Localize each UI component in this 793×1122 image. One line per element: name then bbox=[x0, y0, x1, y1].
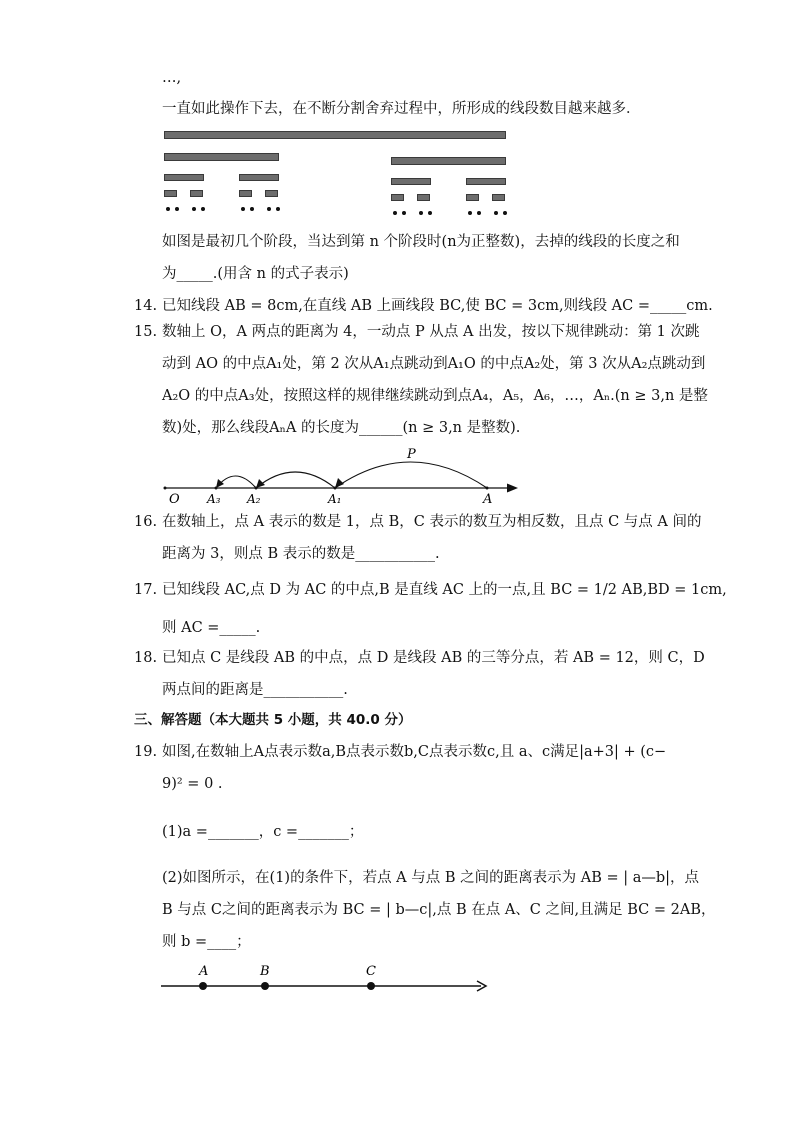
question-number: 14. bbox=[134, 298, 158, 314]
point-a bbox=[199, 982, 207, 990]
ellipsis-dot bbox=[276, 207, 280, 211]
label-a1: A₁ bbox=[328, 492, 342, 506]
q19-part-2-line-2: B 与点 C之间的距离表示为 BC = | b—c|,点 B 在点 A、C 之间,且满足 BC = 2AB， bbox=[162, 902, 716, 918]
q18-line-2: 两点间的距离是___________. bbox=[162, 682, 348, 698]
segment-stage-1-right bbox=[391, 157, 506, 165]
segment-stage-3 bbox=[265, 190, 278, 197]
q19-part-2-line-3: 则 b =____； bbox=[162, 934, 251, 950]
question-number: 16. bbox=[134, 514, 158, 530]
ellipsis-dot bbox=[503, 211, 507, 215]
q15-number-line-figure bbox=[155, 442, 535, 512]
jump-arc-1 bbox=[335, 462, 487, 488]
ellipsis-dot bbox=[250, 207, 254, 211]
segment-stage-2 bbox=[239, 174, 279, 181]
ellipsis-dot bbox=[494, 211, 498, 215]
ellipsis-dot bbox=[175, 207, 179, 211]
axis-arrow-icon bbox=[507, 484, 518, 493]
q15-line-1: 数轴上 O，A 两点的距离为 4，一动点 P 从点 A 出发，按以下规律跳动：第 1 次跳 bbox=[162, 324, 700, 340]
segment-stage-0 bbox=[164, 131, 506, 139]
label-a: A bbox=[483, 492, 493, 507]
label-a3: A₃ bbox=[207, 492, 221, 506]
point-o bbox=[164, 487, 167, 490]
q14-text: 已知线段 AB = 8cm,在直线 AB 上画线段 BC,使 BC = 3cm,则线段 AC =_____cm. bbox=[162, 298, 713, 314]
q18-line-1: 已知点 C 是线段 AB 的中点，点 D 是线段 AB 的三等分点，若 AB = 12，则 C，D bbox=[162, 650, 705, 666]
segment-stage-3 bbox=[391, 194, 404, 201]
q19-number-line-figure bbox=[155, 958, 500, 998]
question-number: 18. bbox=[134, 650, 158, 666]
section-title: 三、解答题（本大题共 5 小题，共 40.0 分） bbox=[134, 712, 412, 728]
ellipsis-dot bbox=[192, 207, 196, 211]
ellipsis-dot bbox=[402, 211, 406, 215]
segment-stage-3 bbox=[239, 190, 252, 197]
intro-ellipsis: …, bbox=[162, 70, 182, 86]
segment-stage-3 bbox=[164, 190, 177, 197]
ellipsis-dot bbox=[241, 207, 245, 211]
ellipsis-dot bbox=[166, 207, 170, 211]
segment-stage-2 bbox=[466, 178, 506, 185]
segment-stage-3 bbox=[466, 194, 479, 201]
ellipsis-dot bbox=[267, 207, 271, 211]
question-number: 15. bbox=[134, 324, 158, 340]
q15-line-4: 数)处，那么线段AₙA 的长度为______(n ≥ 3,n 是整数). bbox=[162, 420, 521, 436]
q17-line-1: 已知线段 AC,点 D 为 AC 的中点,B 是直线 AC 上的一点,且 BC = 1/2 AB,BD = 1cm, bbox=[162, 582, 727, 598]
q19-part-2-line-1: (2)如图所示，在(1)的条件下，若点 A 与点 B 之间的距离表示为 AB = | a—b|，点 bbox=[162, 870, 700, 886]
segment-stage-3 bbox=[492, 194, 505, 201]
q16-line-2: 距离为 3，则点 B 表示的数是___________. bbox=[162, 546, 440, 562]
q16-line-1: 在数轴上，点 A 表示的数是 1，点 B，C 表示的数互为相反数，且点 C 与点 A 间的 bbox=[162, 514, 702, 530]
ellipsis-dot bbox=[468, 211, 472, 215]
jump-arc-2 bbox=[256, 472, 335, 488]
q19-line-2: 9)² = 0 . bbox=[162, 776, 223, 792]
label-a2: A₂ bbox=[247, 492, 261, 506]
ellipsis-dot bbox=[393, 211, 397, 215]
segment-stage-3 bbox=[417, 194, 430, 201]
point-a2 bbox=[255, 487, 258, 490]
point-b bbox=[261, 982, 269, 990]
q17-line-2: 则 AC =_____. bbox=[162, 620, 261, 636]
point-a1 bbox=[334, 487, 337, 490]
jump-arrow-icon bbox=[335, 478, 344, 488]
ellipsis-dot bbox=[419, 211, 423, 215]
ellipsis-dot bbox=[201, 207, 205, 211]
segment-stage-2 bbox=[164, 174, 204, 181]
segment-stage-3 bbox=[190, 190, 203, 197]
ellipsis-dot bbox=[477, 211, 481, 215]
q19-line-1: 如图,在数轴上A点表示数a,B点表示数b,C点表示数c,且 a、c满足|a+3| + (c− bbox=[162, 744, 667, 760]
jump-arc-3 bbox=[216, 476, 256, 488]
label-a: A bbox=[199, 964, 209, 979]
label-b: B bbox=[260, 964, 270, 979]
point-a3 bbox=[215, 487, 218, 490]
jump-arrow-icon bbox=[256, 479, 265, 488]
q19-part-1: (1)a =_______，c =_______； bbox=[162, 824, 364, 840]
point-c bbox=[367, 982, 375, 990]
label-p: P bbox=[407, 447, 416, 462]
intro-desc-1: 如图是最初几个阶段，当达到第 n 个阶段时(n为正整数)，去掉的线段的长度之和 bbox=[162, 234, 680, 250]
segment-stage-2 bbox=[391, 178, 431, 185]
question-number: 17. bbox=[134, 582, 158, 598]
label-c: C bbox=[366, 964, 376, 979]
point-a bbox=[486, 487, 489, 490]
q15-line-3: A₂O 的中点A₃处，按照这样的规律继续跳动到点A₄，A₅，A₆，…，Aₙ.(n ≥ 3,n 是整 bbox=[162, 388, 708, 404]
question-number: 19. bbox=[134, 744, 158, 760]
intro-line: 一直如此操作下去，在不断分割舍弃过程中，所形成的线段数目越来越多． bbox=[162, 101, 641, 117]
segment-stage-1-left bbox=[164, 153, 279, 161]
ellipsis-dot bbox=[428, 211, 432, 215]
q15-line-2: 动到 AO 的中点A₁处，第 2 次从A₁点跳动到A₁O 的中点A₂处，第 3 次从A₂点跳动到 bbox=[162, 356, 706, 372]
label-o: O bbox=[169, 492, 180, 507]
intro-desc-2: 为_____.(用含 n 的式子表示) bbox=[162, 266, 349, 282]
